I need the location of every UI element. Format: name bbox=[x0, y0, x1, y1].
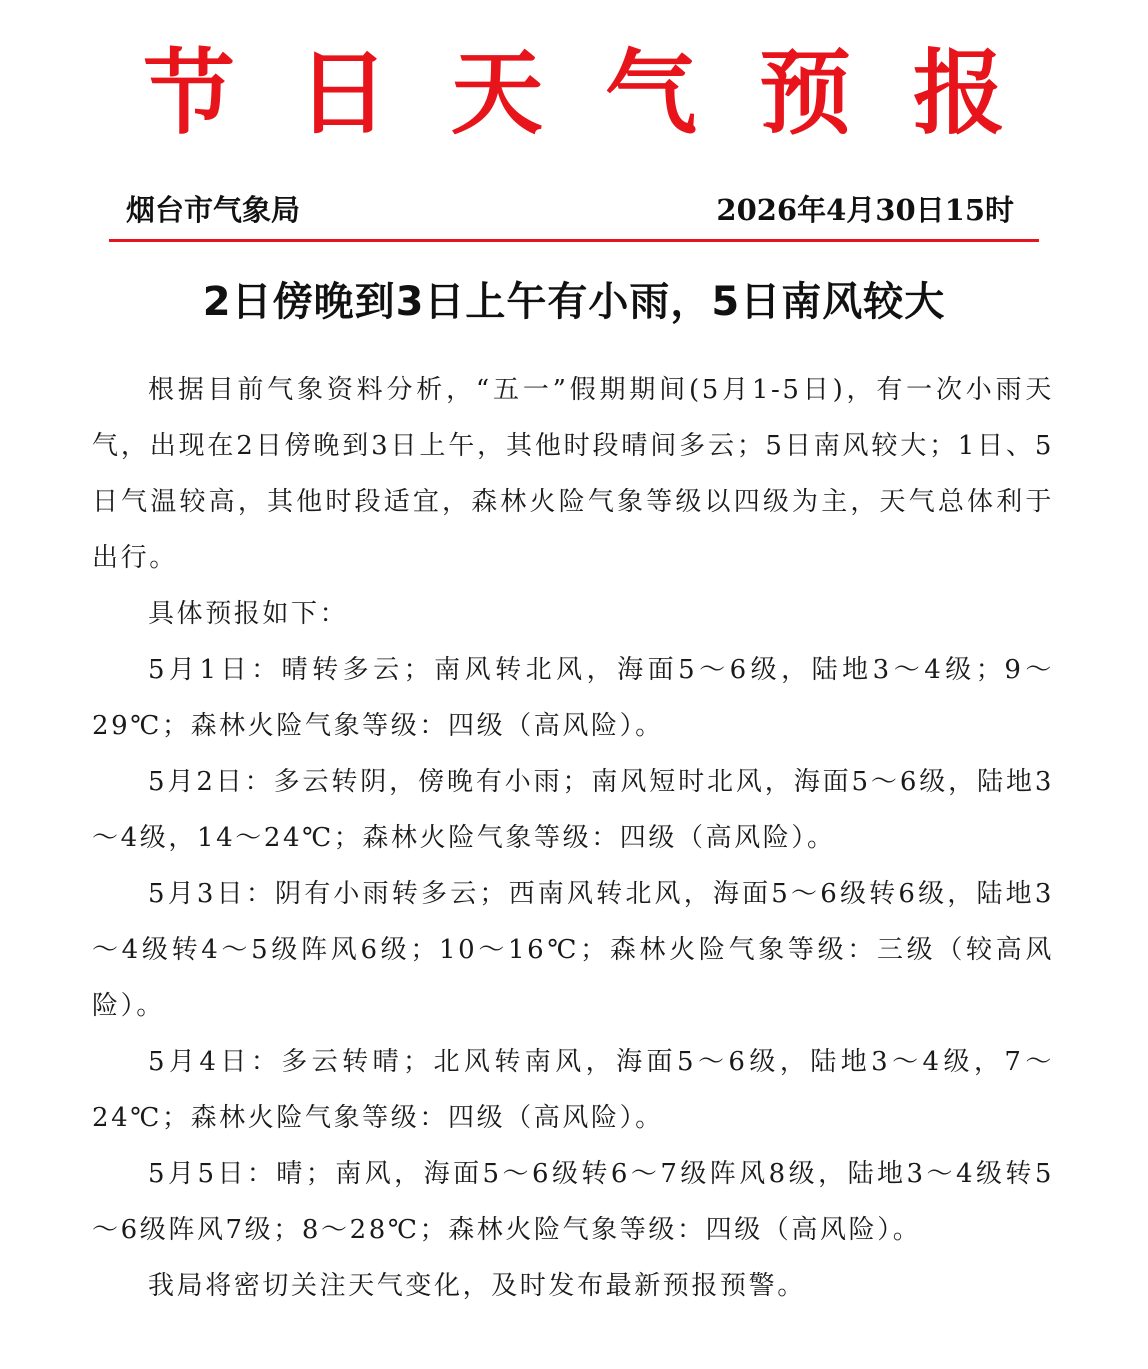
issuer-line bbox=[126, 188, 1014, 232]
forecast-may-1: 5月1日：晴转多云；南风转北风，海面5～6级，陆地3～4级；9～29℃；森林火险气象等级：四级（高风险）。 bbox=[92, 655, 1054, 741]
headline: 2日傍晚到3日上午有小雨，5日南风较大 bbox=[202, 279, 946, 325]
red-divider bbox=[109, 239, 1039, 242]
masthead-title: 节日天气预报 bbox=[142, 39, 1067, 147]
forecast-may-4: 5月4日：多云转晴；北风转南风，海面5～6级，陆地3～4级，7～24℃；森林火险气象等级：四级（高风险）。 bbox=[92, 1047, 1054, 1133]
forecast-may-2: 5月2日：多云转阴，傍晚有小雨；南风短时北风，海面5～6级，陆地3～4级，14～24℃；森林火险气象等级：四级（高风险）。 bbox=[92, 767, 1054, 853]
issuing-agency: 烟台市气象局 bbox=[126, 193, 301, 227]
summary-paragraph: 根据目前气象资料分析，“五一”假期期间(5月1-5日)，有一次小雨天气，出现在2日傍晚到3日上午，其他时段晴间多云；5日南风较大；1日、5日气温较高，其他时段适宜，森林火险气象等级以四级为主，天气总体利于出行。 bbox=[92, 375, 1054, 573]
issue-time: 2026年4月30日15时 bbox=[716, 193, 1014, 227]
closing-paragraph: 我局将密切关注天气变化，及时发布最新预报预警。 bbox=[148, 1271, 806, 1301]
forecast-body bbox=[92, 362, 1054, 1314]
forecast-may-5: 5月5日：晴；南风，海面5～6级转6～7级阵风8级，陆地3～4级转5～6级阵风7级；8～28℃；森林火险气象等级：四级（高风险）。 bbox=[92, 1159, 1054, 1245]
forecast-may-3: 5月3日：阴有小雨转多云；西南风转北风，海面5～6级转6级，陆地3～4级转4～5级阵风6级；10～16℃；森林火险气象等级：三级（较高风险）。 bbox=[92, 879, 1054, 1021]
details-intro: 具体预报如下： bbox=[148, 599, 349, 629]
